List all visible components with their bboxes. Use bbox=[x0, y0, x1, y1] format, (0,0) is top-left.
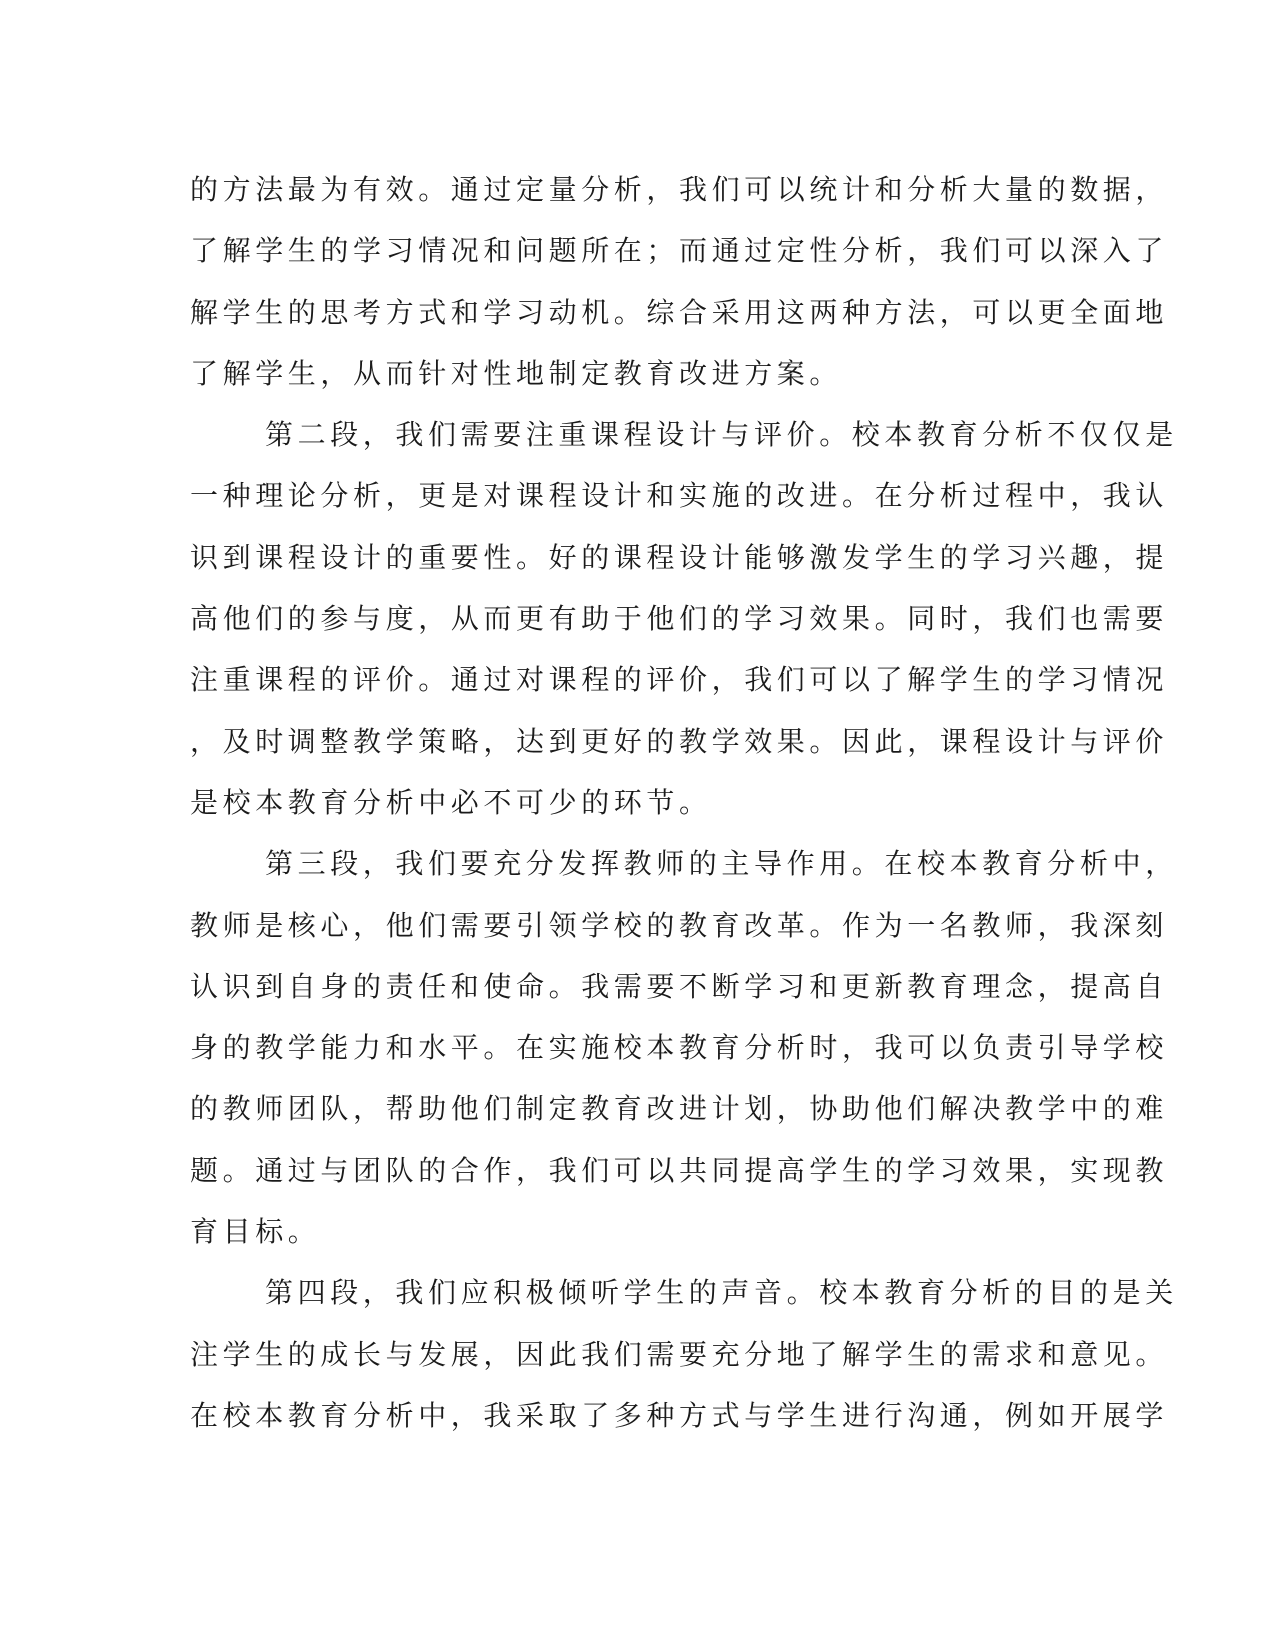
text-line: 身的教学能力和水平。在实施校本教育分析时，我可以负责引导学校 bbox=[190, 1031, 1169, 1065]
text-line: ，及时调整教学策略，达到更好的教学效果。因此，课程设计与评价 bbox=[190, 724, 1169, 758]
text-line: 解学生的思考方式和学习动机。综合采用这两种方法，可以更全面地 bbox=[190, 295, 1169, 329]
text-line: 高他们的参与度，从而更有助于他们的学习效果。同时，我们也需要 bbox=[190, 602, 1169, 636]
text-line: 了解学生，从而针对性地制定教育改进方案。 bbox=[190, 356, 843, 390]
paragraph-start-line: 第四段，我们应积极倾听学生的声音。校本教育分析的目的是关 bbox=[265, 1276, 1178, 1310]
text-line: 题。通过与团队的合作，我们可以共同提高学生的学习效果，实现教 bbox=[190, 1153, 1169, 1187]
text-line: 育目标。 bbox=[190, 1215, 321, 1249]
text-line: 的方法最为有效。通过定量分析，我们可以统计和分析大量的数据， bbox=[190, 173, 1169, 206]
paragraph-start-line: 第三段，我们要充分发挥教师的主导作用。在校本教育分析中， bbox=[265, 847, 1178, 881]
text-line: 教师是核心，他们需要引领学校的教育改革。作为一名教师，我深刻 bbox=[190, 908, 1169, 942]
text-line: 在校本教育分析中，我采取了多种方式与学生进行沟通，例如开展学 bbox=[190, 1398, 1169, 1432]
text-line: 注学生的成长与发展，因此我们需要充分地了解学生的需求和意见。 bbox=[190, 1337, 1169, 1371]
paragraph-start-line: 第二段，我们需要注重课程设计与评价。校本教育分析不仅仅是 bbox=[265, 418, 1178, 452]
text-line: 一种理论分析，更是对课程设计和实施的改进。在分析过程中，我认 bbox=[190, 479, 1169, 513]
body-text bbox=[190, 159, 1178, 1446]
text-line: 的教师团队，帮助他们制定教育改进计划，协助他们解决教学中的难 bbox=[190, 1092, 1169, 1126]
text-line: 认识到自身的责任和使命。我需要不断学习和更新教育理念，提高自 bbox=[190, 969, 1169, 1003]
text-line: 是校本教育分析中必不可少的环节。 bbox=[190, 785, 712, 819]
text-line: 识到课程设计的重要性。好的课程设计能够激发学生的学习兴趣，提 bbox=[190, 540, 1169, 574]
text-line: 注重课程的评价。通过对课程的评价，我们可以了解学生的学习情况 bbox=[190, 663, 1169, 697]
text-line: 了解学生的学习情况和问题所在；而通过定性分析，我们可以深入了 bbox=[190, 234, 1169, 268]
